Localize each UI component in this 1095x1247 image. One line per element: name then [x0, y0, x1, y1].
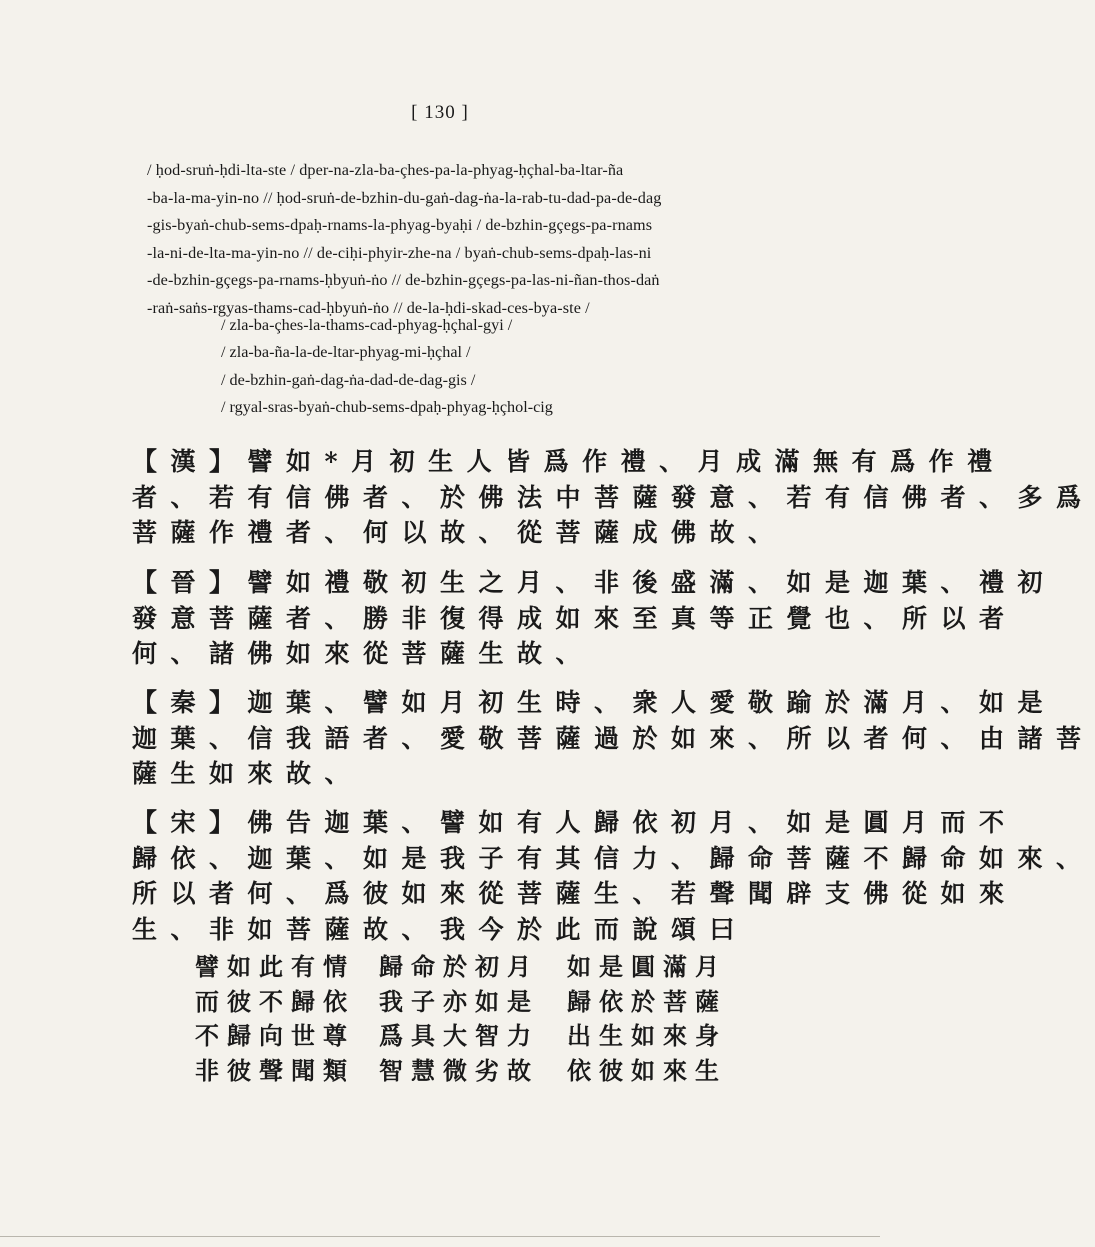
tibetan-prose	[147, 157, 785, 323]
page-number: [ 130 ]	[411, 102, 469, 123]
tibetan-verse-line: / rgyal-sras-byaṅ-chub-sems-dpaḥ-phyag-ḥçhol-cig	[221, 398, 553, 417]
paragraph-han	[132, 444, 1095, 551]
gatha-phrase: 依彼如來生	[567, 1055, 727, 1085]
gatha-phrase: 歸依於菩薩	[567, 986, 727, 1016]
gatha-phrase: 而彼不歸依	[195, 986, 355, 1016]
gatha-row	[195, 947, 755, 982]
text-line: 發意菩薩者、勝非復得成如來至真等正覺也、所以者	[132, 603, 1018, 633]
gatha-phrase: 不歸向世尊	[195, 1021, 355, 1050]
paragraph-qin	[132, 685, 1095, 792]
text-line: 者、若有信佛者、於佛法中菩薩發意、若有信佛者、多爲	[132, 482, 1095, 512]
tibetan-verse-line: / zla-ba-ña-la-de-ltar-phyag-mi-ḥçhal /	[221, 343, 471, 362]
paragraph-song	[132, 805, 1095, 947]
text-line: 菩薩作禮者、何以故、從菩薩成佛故、	[132, 518, 787, 547]
gatha-phrase: 出生如來身	[567, 1021, 727, 1050]
gatha-phrase: 智慧微劣故	[379, 1055, 539, 1085]
text-line: 何、諸佛如來從菩薩生故、	[132, 639, 595, 668]
text-line: 歸依、迦葉、如是我子有其信力、歸命菩薩不歸命如來、	[132, 843, 1095, 873]
text-line: 迦葉、信我語者、愛敬菩薩過於如來、所以者何、由諸菩	[132, 723, 1095, 753]
gatha-phrase: 如是圓滿月	[567, 952, 727, 981]
text-line: 生、非如菩薩故、我今於此而說頌曰	[132, 914, 749, 944]
tibetan-verse	[221, 312, 781, 422]
gatha-verse	[195, 947, 755, 1085]
bottom-rule	[0, 1236, 880, 1237]
tibetan-line: -de-bzhin-gçegs-pa-rnams-ḥbyuṅ-ṅo // de-bzhin-gçegs-pa-las-ni-ñan-thos-daṅ	[147, 271, 660, 290]
tibetan-line: -raṅ-saṅs-rgyas-thams-cad-ḥbyuṅ-ṅo // de-la-ḥdi-skad-ces-bya-ste /	[147, 298, 590, 317]
paragraph-jin	[132, 565, 1057, 672]
tibetan-verse-line: / zla-ba-çhes-la-thams-cad-phyag-ḥçhal-gyi /	[221, 316, 513, 334]
tibetan-line: -gis-byaṅ-chub-sems-dpaḥ-rnams-la-phyag-byaḥi / de-bzhin-gçegs-pa-rnams	[147, 216, 653, 235]
text-line: 【宋】佛告迦葉、譬如有人歸依初月、如是圓月而不	[132, 808, 1018, 837]
tibetan-line: -ba-la-ma-yin-no // ḥod-sruṅ-de-bzhin-du-gaṅ-dag-ṅa-la-rab-tu-dad-pa-de-dag	[147, 188, 662, 207]
tibetan-line: / ḥod-sruṅ-ḥdi-lta-ste / dper-na-zla-ba-çhes-pa-la-phyag-ḥçhal-ba-ltar-ña	[147, 161, 624, 179]
gatha-phrase: 歸命於初月	[379, 952, 539, 981]
gatha-phrase: 非彼聲聞類	[195, 1055, 355, 1085]
tibetan-line: -la-ni-de-lta-ma-yin-no // de-ciḥi-phyir-zhe-na / byaṅ-chub-sems-dpaḥ-las-ni	[147, 243, 652, 262]
gatha-row	[195, 982, 755, 1017]
text-line: 【晉】譬如禮敬初生之月、非後盛滿、如是迦葉、禮初	[132, 568, 1057, 597]
gatha-phrase: 我子亦如是	[379, 986, 539, 1016]
text-line: 薩生如來故、	[132, 759, 364, 788]
text-line: 【漢】譬如*月初生人皆爲作禮、月成滿無有爲作禮	[132, 447, 1006, 476]
gatha-phrase: 譬如此有情	[195, 952, 355, 981]
gatha-row	[195, 1051, 755, 1086]
text-line: 所以者何、爲彼如來從菩薩生、若聲聞辟支佛從如來	[132, 879, 1018, 908]
text-line: 【秦】迦葉、譬如月初生時、衆人愛敬踰於滿月、如是	[132, 688, 1057, 717]
tibetan-verse-line: / de-bzhin-gaṅ-dag-ṅa-dad-de-dag-gis /	[221, 370, 476, 389]
gatha-row	[195, 1016, 755, 1051]
gatha-phrase: 爲具大智力	[379, 1021, 539, 1050]
